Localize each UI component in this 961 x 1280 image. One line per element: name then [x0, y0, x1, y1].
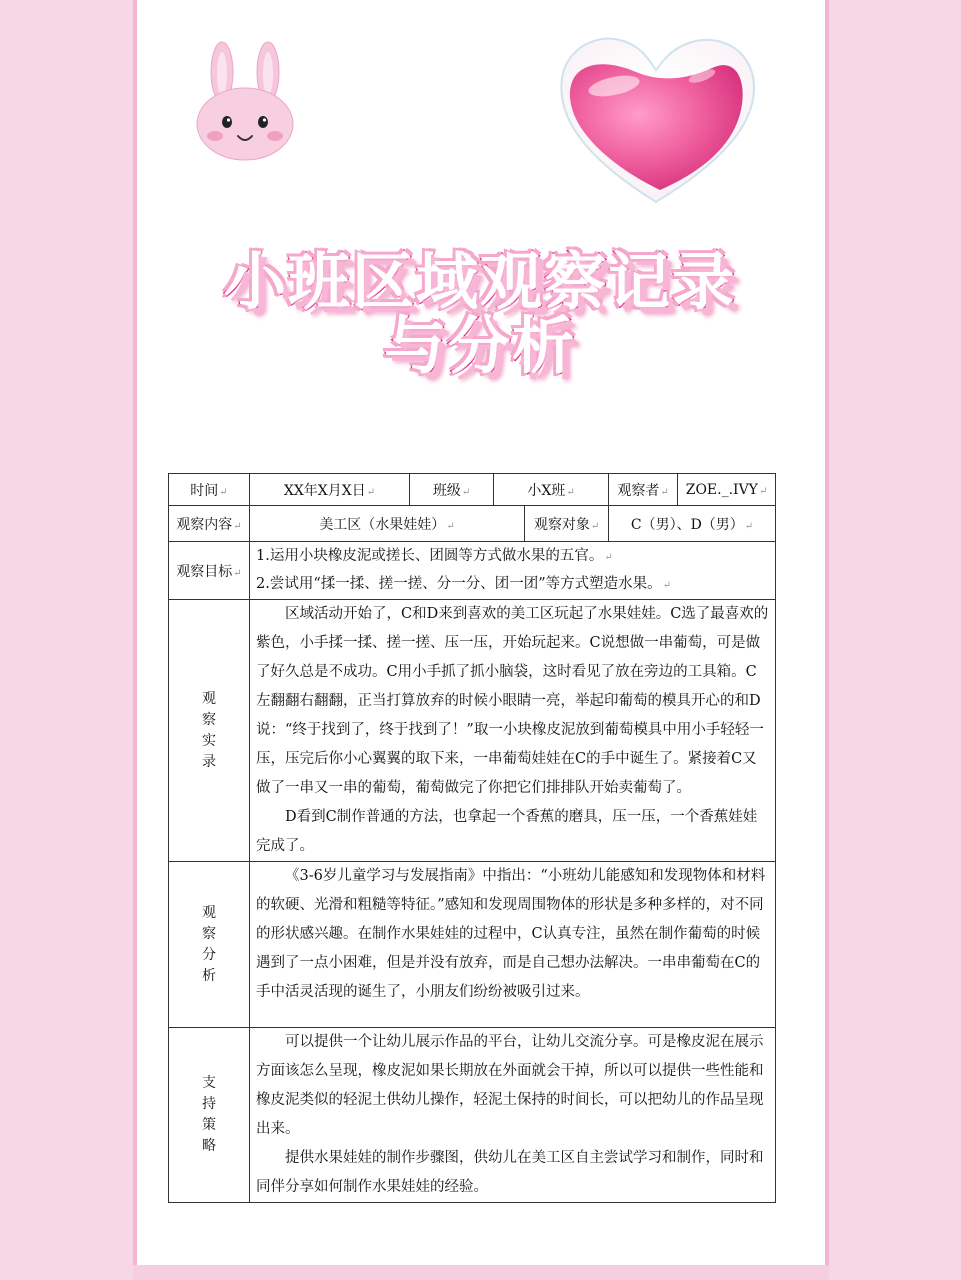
paragraph: 可以提供一个让幼儿展示作品的平台，让幼儿交流分享。可是橡皮泥在展示方面该怎么呈现，橡皮泥如果长期放在外面就会干掉，所以可以提供一些性能和橡皮泥类似的轻泥土供幼儿操作，轻泥土保持的时间长，可以把幼儿的作品呈现出来。: [256, 1034, 764, 1137]
object-label: 观察对象↵: [525, 506, 609, 542]
goal-label: 观察目标↵: [169, 542, 250, 600]
page-title-line2: 与分析: [383, 309, 576, 382]
analysis-section-label: 观 察 分 析: [169, 862, 250, 1028]
table-row: [169, 474, 776, 506]
class-label: 班级↵: [410, 474, 494, 506]
paragraph: D看到C制作普通的方法，也拿起一个香蕉的磨具，压一压，一个香蕉娃娃完成了。: [256, 809, 758, 854]
analysis-section-content: [250, 862, 776, 1028]
goal-line: 1.运用小块橡皮泥或搓长、团圆等方式做水果的五官。: [256, 547, 604, 564]
observer-label: 观察者↵: [609, 474, 678, 506]
paragraph: 提供水果娃娃的制作步骤图，供幼儿在美工区自主尝试学习和制作，同时和同伴分享如何制作水果娃娃的经验。: [256, 1150, 764, 1195]
record-section-content: [250, 600, 776, 862]
observer-value: ZOE._.IVY↵: [678, 474, 776, 506]
support-section-content: [250, 1028, 776, 1203]
content-value: 美工区（水果娃娃）↵: [250, 506, 525, 542]
paragraph: 区域活动开始了，C和D来到喜欢的美工区玩起了水果娃娃。C选了最喜欢的紫色，小手揉一揉、搓一搓、压一压，开始玩起来。C说想做一串葡萄，可是做了好久总是不成功。C用小手抓了抓小脑袋，这时看见了放在旁边的工具箱。C左翻翻右翻翻，正当打算放弃的时候小眼睛一亮，举起印葡萄的模具开心的和D说：“终于找到了，终于找到了！”取一小块橡皮泥放到葡萄模具中用小手轻轻一压，压完后你小心翼翼的取下来，一串葡萄娃娃在C的手中诞生了。紧接着C又做了一串又一串的葡萄，葡萄做完了你把它们排排队开始卖葡萄了。: [256, 606, 769, 796]
table-row: [169, 506, 776, 542]
paragraph: 《3-6岁儿童学习与发展指南》中指出：“小班幼儿能感知和发现物体和材料的软硬、光滑和粗糙等特征。”感知和发现周围物体的形状是多种多样的，对不同的形状感兴趣。在制作水果娃娃的过程中，C认真专注，虽然在制作葡萄的时候遇到了一点小困难，但是并没有放弃，而是自己想办法解决。一串串葡萄在C的手中活灵活现的诞生了，小朋友们纷纷被吸引过来。: [256, 868, 766, 1000]
page-title-line1: 小班区域观察记录: [223, 245, 736, 318]
time-label: 时间↵: [169, 474, 250, 506]
right-margin: [829, 0, 961, 1280]
heart-icon: [552, 22, 760, 210]
table-row: [169, 862, 776, 1028]
bunny-icon: [190, 40, 300, 165]
record-section-label: 观 察 实 录: [169, 600, 250, 862]
observation-record-table: [168, 473, 776, 1203]
content-label: 观察内容↵: [169, 506, 250, 542]
goal-content: 1.运用小块橡皮泥或搓长、团圆等方式做水果的五官。↵ 2.尝试用“揉一揉、搓一搓、分一分、团一团”等方式塑造水果。↵: [250, 542, 776, 600]
goal-line: 2.尝试用“揉一揉、搓一搓、分一分、团一团”等方式塑造水果。: [256, 575, 662, 592]
class-value: 小X班↵: [494, 474, 609, 506]
time-value: XX年X月X日↵: [250, 474, 410, 506]
table-row: [169, 1028, 776, 1203]
table-row: [169, 542, 776, 600]
object-value: C（男）、D（男）↵: [609, 506, 776, 542]
support-section-label: 支 持 策 略: [169, 1028, 250, 1203]
table-row: [169, 600, 776, 862]
left-margin: [0, 0, 133, 1280]
sheet-bottom-band: [133, 1265, 829, 1280]
